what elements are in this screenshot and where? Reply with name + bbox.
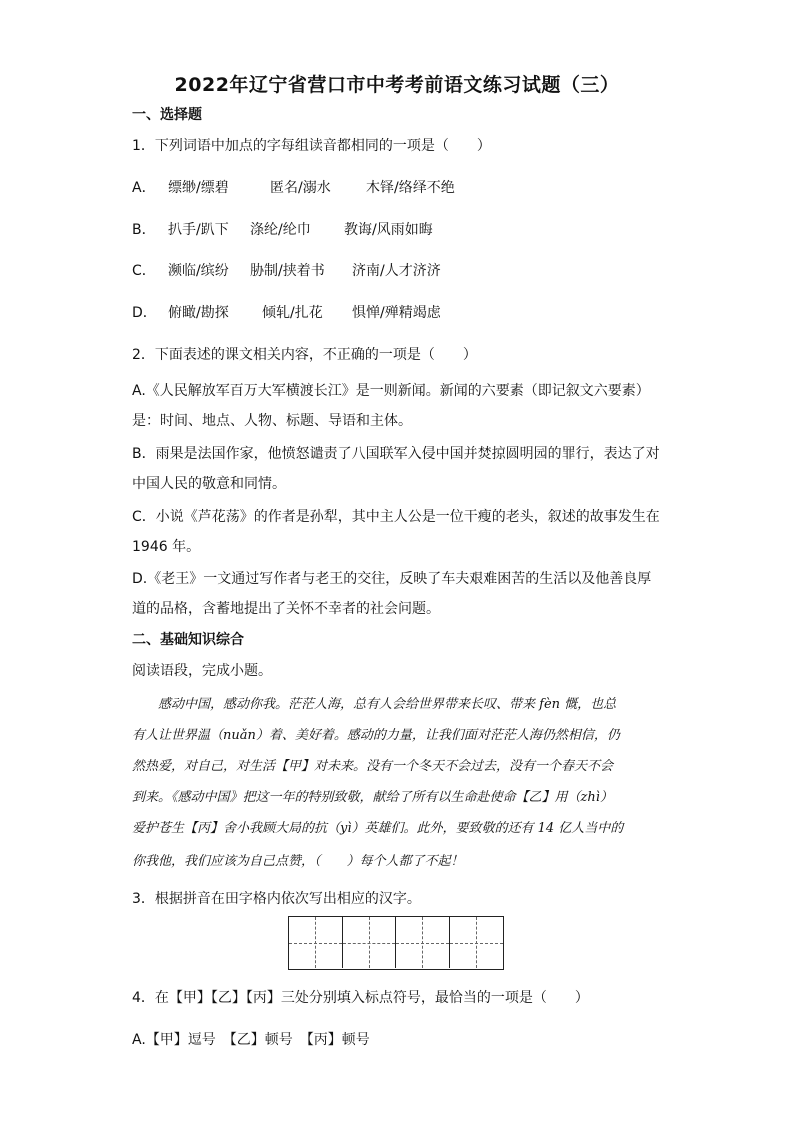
option-word: 俯瞰/勘探 — [168, 305, 229, 321]
page-title: 2022年辽宁省营口市中考考前语文练习试题（三） — [174, 74, 620, 96]
tian-zi-ge-cell[interactable] — [289, 917, 343, 968]
question-3-stem: 3．根据拼音在田字格内依次写出相应的汉字。 — [132, 891, 421, 907]
question-2-stem: 2．下面表述的课文相关内容，不正确的一项是（ ） — [132, 347, 477, 363]
option-word: 缥缈/缥碧 — [168, 180, 229, 196]
tian-zi-ge-cell[interactable] — [450, 917, 504, 968]
option-word: 济南/人才济济 — [352, 263, 441, 279]
option-label: C． — [132, 263, 156, 279]
option-label: A． — [132, 180, 156, 196]
section-heading-choice: 一、选择题 — [132, 107, 202, 123]
option-label: B． — [132, 222, 156, 238]
question-1-stem: 1．下列词语中加点的字每组读音都相同的一项是（ ） — [132, 138, 491, 154]
option-word: 倾轧/扎花 — [262, 305, 323, 321]
passage-line: 你我他，我们应该为自己点赞，（ ）每个人都了不起！ — [132, 854, 464, 869]
option-word: 匿名/溺水 — [270, 180, 331, 196]
q1-option-d — [132, 302, 441, 322]
passage-line: 感动中国，感动你我。茫茫人海，总有人会给世界带来长叹、带来 fèn 慨，也总 — [132, 697, 617, 712]
option-word: 胁制/挟着书 — [250, 263, 325, 279]
passage-line: 爱护苍生【丙】舍小我顾大局的抗（yì）英雄们。此外，要致敬的还有 14 亿人当中的 — [132, 821, 624, 836]
q4-option-a: A.【甲】逗号 【乙】顿号 【丙】顿号 — [132, 1032, 370, 1048]
q1-option-a — [132, 177, 455, 197]
tian-zi-ge-cell[interactable] — [396, 917, 450, 968]
tian-zi-ge-grid[interactable] — [288, 916, 504, 970]
q1-option-b — [132, 219, 433, 239]
q2-text-line: B．雨果是法国作家，他愤怒谴责了八国联军入侵中国并焚掠圆明园的罪行，表达了对 — [132, 446, 660, 462]
q2-text-line: 中国人民的敬意和同情。 — [132, 476, 286, 492]
tian-zi-ge-cell[interactable] — [343, 917, 397, 968]
section-heading-basics: 二、基础知识综合 — [132, 632, 244, 648]
option-word: 涤纶/纶巾 — [250, 222, 311, 238]
passage-line: 有人让世界温（nuǎn）着、美好着。感动的力量，让我们面对茫茫人海仍然相信，仍 — [132, 728, 620, 743]
q2-text-line: A.《人民解放军百万大军横渡长江》是一则新闻。新闻的六要素（即记叙文六要素） — [132, 383, 650, 399]
q1-option-c — [132, 260, 441, 280]
q2-text-line: C．小说《芦花荡》的作者是孙犁，其中主人公是一位干瘦的老头，叙述的故事发生在 — [132, 509, 660, 525]
option-word: 扒手/趴下 — [168, 222, 229, 238]
option-word: 濒临/缤纷 — [168, 263, 229, 279]
q2-text-line: 道的品格，含蓄地提出了关怀不幸者的社会问题。 — [132, 601, 440, 617]
option-word: 木铎/络绎不绝 — [366, 180, 455, 196]
q2-text-line: D.《老王》一文通过写作者与老王的交往，反映了车夫艰难困苦的生活以及他善良厚 — [132, 571, 652, 587]
q2-text-line: 1946 年。 — [132, 539, 201, 555]
passage-line: 到来。《感动中国》把这一年的特别致敬，献给了所有以生命赴使命【乙】用（zhì） — [132, 790, 613, 805]
passage-line: 然热爱，对自己，对生活【甲】对未来。没有一个冬天不会过去，没有一个春天不会 — [132, 759, 614, 774]
question-4-stem: 4．在【甲】【乙】【丙】三处分别填入标点符号，最恰当的一项是（ ） — [132, 990, 589, 1006]
option-label: D． — [132, 305, 157, 321]
option-word: 惧惮/殚精竭虑 — [352, 305, 441, 321]
option-word: 教诲/风雨如晦 — [344, 222, 433, 238]
q2-text-line: 是：时间、地点、人物、标题、导语和主体。 — [132, 413, 412, 429]
reading-instruction: 阅读语段，完成小题。 — [132, 663, 272, 679]
